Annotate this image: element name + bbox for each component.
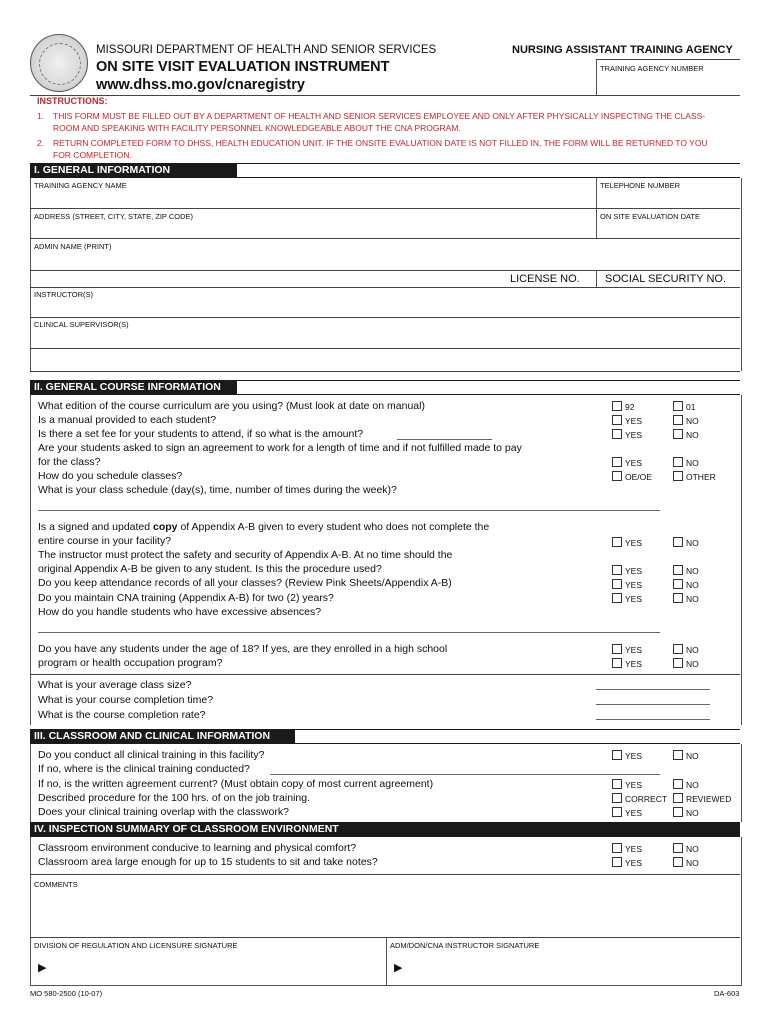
instructor-signature-label: ADM/DON/CNA INSTRUCTOR SIGNATURE (390, 941, 540, 950)
question-completion-rate: What is the course completion rate? (38, 709, 206, 721)
question-overlap: Does your clinical training overlap with the classwork? (38, 806, 289, 818)
divider (30, 270, 740, 271)
option-label: OE/OE (625, 472, 652, 482)
instruction-text: ROOM AND SPEAKING WITH FACILITY PERSONNEL KNOWLEDGEABLE ABOUT THE CNA PROGRAM. (53, 123, 461, 133)
option-label: YES (625, 594, 643, 604)
appendix-security-no-checkbox[interactable] (673, 565, 683, 575)
manual-yes-checkbox[interactable] (612, 415, 622, 425)
section-1-bar-rule (237, 163, 740, 178)
question-work-agreement: Are your students asked to sign an agreement to work for a length of time and if not fulfilled made to pay (38, 442, 522, 454)
instructor-signature-arrow-icon: ▶ (394, 962, 403, 974)
procedure-correct-checkbox[interactable] (612, 793, 622, 803)
state-seal (30, 34, 88, 92)
attendance-yes-checkbox[interactable] (612, 579, 622, 589)
divider (30, 674, 740, 675)
clinical-supervisors-label: CLINICAL SUPERVISOR(S) (34, 320, 129, 329)
section-1-header (30, 163, 237, 178)
option-label: NO (686, 538, 699, 548)
question-clinical-facility: Do you conduct all clinical training in this facility? (38, 749, 265, 761)
divider (386, 937, 387, 985)
regulation-signature-field[interactable] (52, 955, 382, 981)
hs-program-yes-checkbox[interactable] (612, 658, 622, 668)
option-label: NO (686, 458, 699, 468)
divider (30, 937, 740, 938)
attendance-no-checkbox[interactable] (673, 579, 683, 589)
edition-01-checkbox[interactable] (673, 401, 683, 411)
option-label: OTHER (686, 472, 716, 482)
license-no-header: LICENSE NO. (510, 273, 580, 285)
regulation-signature-label: DIVISION OF REGULATION AND LICENSURE SIGNATURE (34, 941, 238, 950)
instructors-label: INSTRUCTOR(S) (34, 290, 94, 299)
overlap-no-checkbox[interactable] (673, 807, 683, 817)
question-appendix-security: The instructor must protect the safety and security of Appendix A-B. At no time should the (38, 549, 453, 561)
fee-amount-field[interactable] (397, 439, 492, 440)
section-2-title: II. GENERAL COURSE INFORMATION (34, 381, 221, 393)
fee-yes-checkbox[interactable] (612, 429, 622, 439)
instruction-number: 1. (37, 111, 45, 121)
divider (596, 270, 597, 287)
edition-92-checkbox[interactable] (612, 401, 622, 411)
divider (30, 317, 740, 318)
question-completion-time: What is your course completion time? (38, 694, 214, 706)
comments-field[interactable] (31, 892, 739, 936)
environment-yes-checkbox[interactable] (612, 843, 622, 853)
divider (30, 95, 740, 96)
schedule-other-checkbox[interactable] (673, 471, 683, 481)
class-schedule-field[interactable] (38, 510, 660, 511)
form-title: ON SITE VISIT EVALUATION INSTRUMENT (96, 59, 390, 75)
question-absences: How do you handle students who have excessive absences? (38, 606, 322, 618)
option-label: YES (625, 416, 643, 426)
question-appendix-copy-cont: entire course in your facility? (38, 535, 172, 547)
registry-url[interactable]: www.dhss.mo.gov/cnaregistry (96, 77, 305, 93)
maintain-training-yes-checkbox[interactable] (612, 593, 622, 603)
classroom-size-no-checkbox[interactable] (673, 857, 683, 867)
manual-no-checkbox[interactable] (673, 415, 683, 425)
under-18-no-checkbox[interactable] (673, 644, 683, 654)
option-label: YES (625, 858, 643, 868)
divider (596, 59, 740, 60)
option-label: CORRECT (625, 794, 668, 804)
instruction-text: RETURN COMPLETED FORM TO DHSS, HEALTH EDUCATION UNIT. IF THE ONSITE EVALUATION DATE IS NOT FILLED IN, THE FORM WILL BE RETURNED TO YOU (53, 138, 708, 148)
option-label: NO (686, 808, 699, 818)
option-label: YES (625, 458, 643, 468)
question-attendance-records: Do you keep attendance records of all your classes? (Review Pink Sheets/Appendix A-B) (38, 577, 452, 589)
section-4-title: IV. INSPECTION SUMMARY OF CLASSROOM ENVIRONMENT (34, 823, 339, 835)
instructions-title: INSTRUCTIONS: (37, 96, 108, 106)
question-appendix-security-cont: original Appendix A-B be given to any student. Is this the procedure used? (38, 563, 382, 575)
section-2-bar-rule (237, 380, 740, 395)
section-4-header (30, 822, 740, 837)
option-label: YES (625, 780, 643, 790)
appendix-security-yes-checkbox[interactable] (612, 565, 622, 575)
question-class-schedule: What is your class schedule (day(s), time, number of times during the week)? (38, 484, 397, 496)
question-fee: Is there a set fee for your students to attend, if so what is the amount? (38, 428, 364, 440)
instructor-signature-field[interactable] (408, 955, 736, 981)
option-label: 01 (686, 402, 696, 412)
telephone-number-label: TELEPHONE NUMBER (600, 181, 681, 190)
option-label: YES (625, 751, 643, 761)
option-label: YES (625, 580, 643, 590)
question-maintain-training: Do you maintain CNA training (Appendix A-B) for two (2) years? (38, 592, 334, 604)
appendix-copy-yes-checkbox[interactable] (612, 537, 622, 547)
option-label: NO (686, 645, 699, 655)
option-label: YES (625, 430, 643, 440)
divider (30, 371, 740, 372)
classroom-size-yes-checkbox[interactable] (612, 857, 622, 867)
question-schedule-classes: How do you schedule classes? (38, 470, 183, 482)
maintain-training-no-checkbox[interactable] (673, 593, 683, 603)
option-label: YES (625, 538, 643, 548)
clinical-facility-no-checkbox[interactable] (673, 750, 683, 760)
section-3-bar-rule (295, 729, 740, 744)
divider (30, 208, 740, 209)
question-classroom-size: Classroom area large enough for up to 15 students to sit and take notes? (38, 856, 378, 868)
option-label: YES (625, 808, 643, 818)
instruction-text: THIS FORM MUST BE FILLED OUT BY A DEPARTMENT OF HEALTH AND SENIOR SERVICES EMPLOYEE AND ONLY AFTER PHYSICALLY INSPECTING THE CLASS- (53, 111, 706, 121)
overlap-yes-checkbox[interactable] (612, 807, 622, 817)
agreement-no-checkbox[interactable] (673, 457, 683, 467)
question-classroom-environment: Classroom environment conducive to learning and physical comfort? (38, 842, 357, 854)
option-label: 92 (625, 402, 635, 412)
agreement-current-yes-checkbox[interactable] (612, 779, 622, 789)
address-label: ADDRESS (STREET, CITY, STATE, ZIP CODE) (34, 212, 194, 221)
question-class-size: What is your average class size? (38, 679, 192, 691)
training-agency-name-label: TRAINING AGENCY NAME (34, 181, 127, 190)
ssn-header: SOCIAL SECURITY NO. (605, 273, 727, 285)
divider (30, 287, 740, 288)
agreement-current-no-checkbox[interactable] (673, 779, 683, 789)
question-under-18-cont: program or health occupation program? (38, 657, 223, 669)
completion-rate-field[interactable] (596, 719, 710, 720)
environment-no-checkbox[interactable] (673, 843, 683, 853)
absences-field[interactable] (38, 632, 660, 633)
question-manual: Is a manual provided to each student? (38, 414, 217, 426)
option-label: YES (625, 844, 643, 854)
option-label: NO (686, 780, 699, 790)
admin-name-label: ADMIN NAME (PRINT) (34, 242, 112, 251)
option-label: NO (686, 844, 699, 854)
class-size-field[interactable] (596, 689, 710, 690)
divider (30, 238, 740, 239)
section-3-header (30, 729, 295, 744)
comments-label: COMMENTS (34, 880, 78, 889)
appendix-copy-no-checkbox[interactable] (673, 537, 683, 547)
form-code: DA-603 (714, 989, 740, 998)
divider (30, 874, 740, 875)
completion-time-field[interactable] (596, 704, 710, 705)
option-label: NO (686, 594, 699, 604)
section-1-title: I. GENERAL INFORMATION (34, 164, 171, 176)
option-label: NO (686, 580, 699, 590)
form-number: MO 580-2500 (10-07) (30, 989, 103, 998)
option-label: NO (686, 430, 699, 440)
option-label: NO (686, 659, 699, 669)
question-under-18: Do you have any students under the age of 18? If yes, are they enrolled in a high school (38, 643, 448, 655)
regulation-signature-arrow-icon: ▶ (38, 962, 47, 974)
hs-program-no-checkbox[interactable] (673, 658, 683, 668)
schedule-oe-checkbox[interactable] (612, 471, 622, 481)
question-clinical-location: If no, where is the clinical training conducted? (38, 763, 250, 775)
option-label: NO (686, 858, 699, 868)
instruction-number: 2. (37, 138, 45, 148)
question-work-agreement-cont: for the class? (38, 456, 101, 468)
question-100-hours: Described procedure for the 100 hrs. of on the job training. (38, 792, 310, 804)
divider (30, 348, 740, 349)
question-appendix-copy: Is a signed and updated copy of Appendix A-B given to every student who does not complete the (38, 521, 490, 533)
question-agreement-current: If no, is the written agreement current? (Must obtain copy of most current agreement) (38, 778, 434, 790)
agreement-yes-checkbox[interactable] (612, 457, 622, 467)
option-label: NO (686, 416, 699, 426)
option-label: REVIEWED (686, 794, 732, 804)
question-curriculum-edition: What edition of the course curriculum are you using? (Must look at date on manual) (38, 400, 425, 412)
option-label: NO (686, 566, 699, 576)
instruction-text: FOR COMPLETION. (53, 150, 132, 160)
option-label: YES (625, 566, 643, 576)
section-2-header (30, 380, 237, 395)
under-18-yes-checkbox[interactable] (612, 644, 622, 654)
option-label: YES (625, 645, 643, 655)
training-agency-number-label: TRAINING AGENCY NUMBER (600, 64, 704, 73)
option-label: NO (686, 751, 699, 761)
agency-header: NURSING ASSISTANT TRAINING AGENCY (512, 44, 733, 56)
clinical-facility-yes-checkbox[interactable] (612, 750, 622, 760)
evaluation-date-label: ON SITE EVALUATION DATE (600, 212, 701, 221)
option-label: YES (625, 659, 643, 669)
section-3-title: III. CLASSROOM AND CLINICAL INFORMATION (34, 730, 271, 742)
fee-no-checkbox[interactable] (673, 429, 683, 439)
department-name: MISSOURI DEPARTMENT OF HEALTH AND SENIOR SERVICES (96, 44, 437, 56)
clinical-location-field[interactable] (270, 774, 660, 775)
procedure-reviewed-checkbox[interactable] (673, 793, 683, 803)
